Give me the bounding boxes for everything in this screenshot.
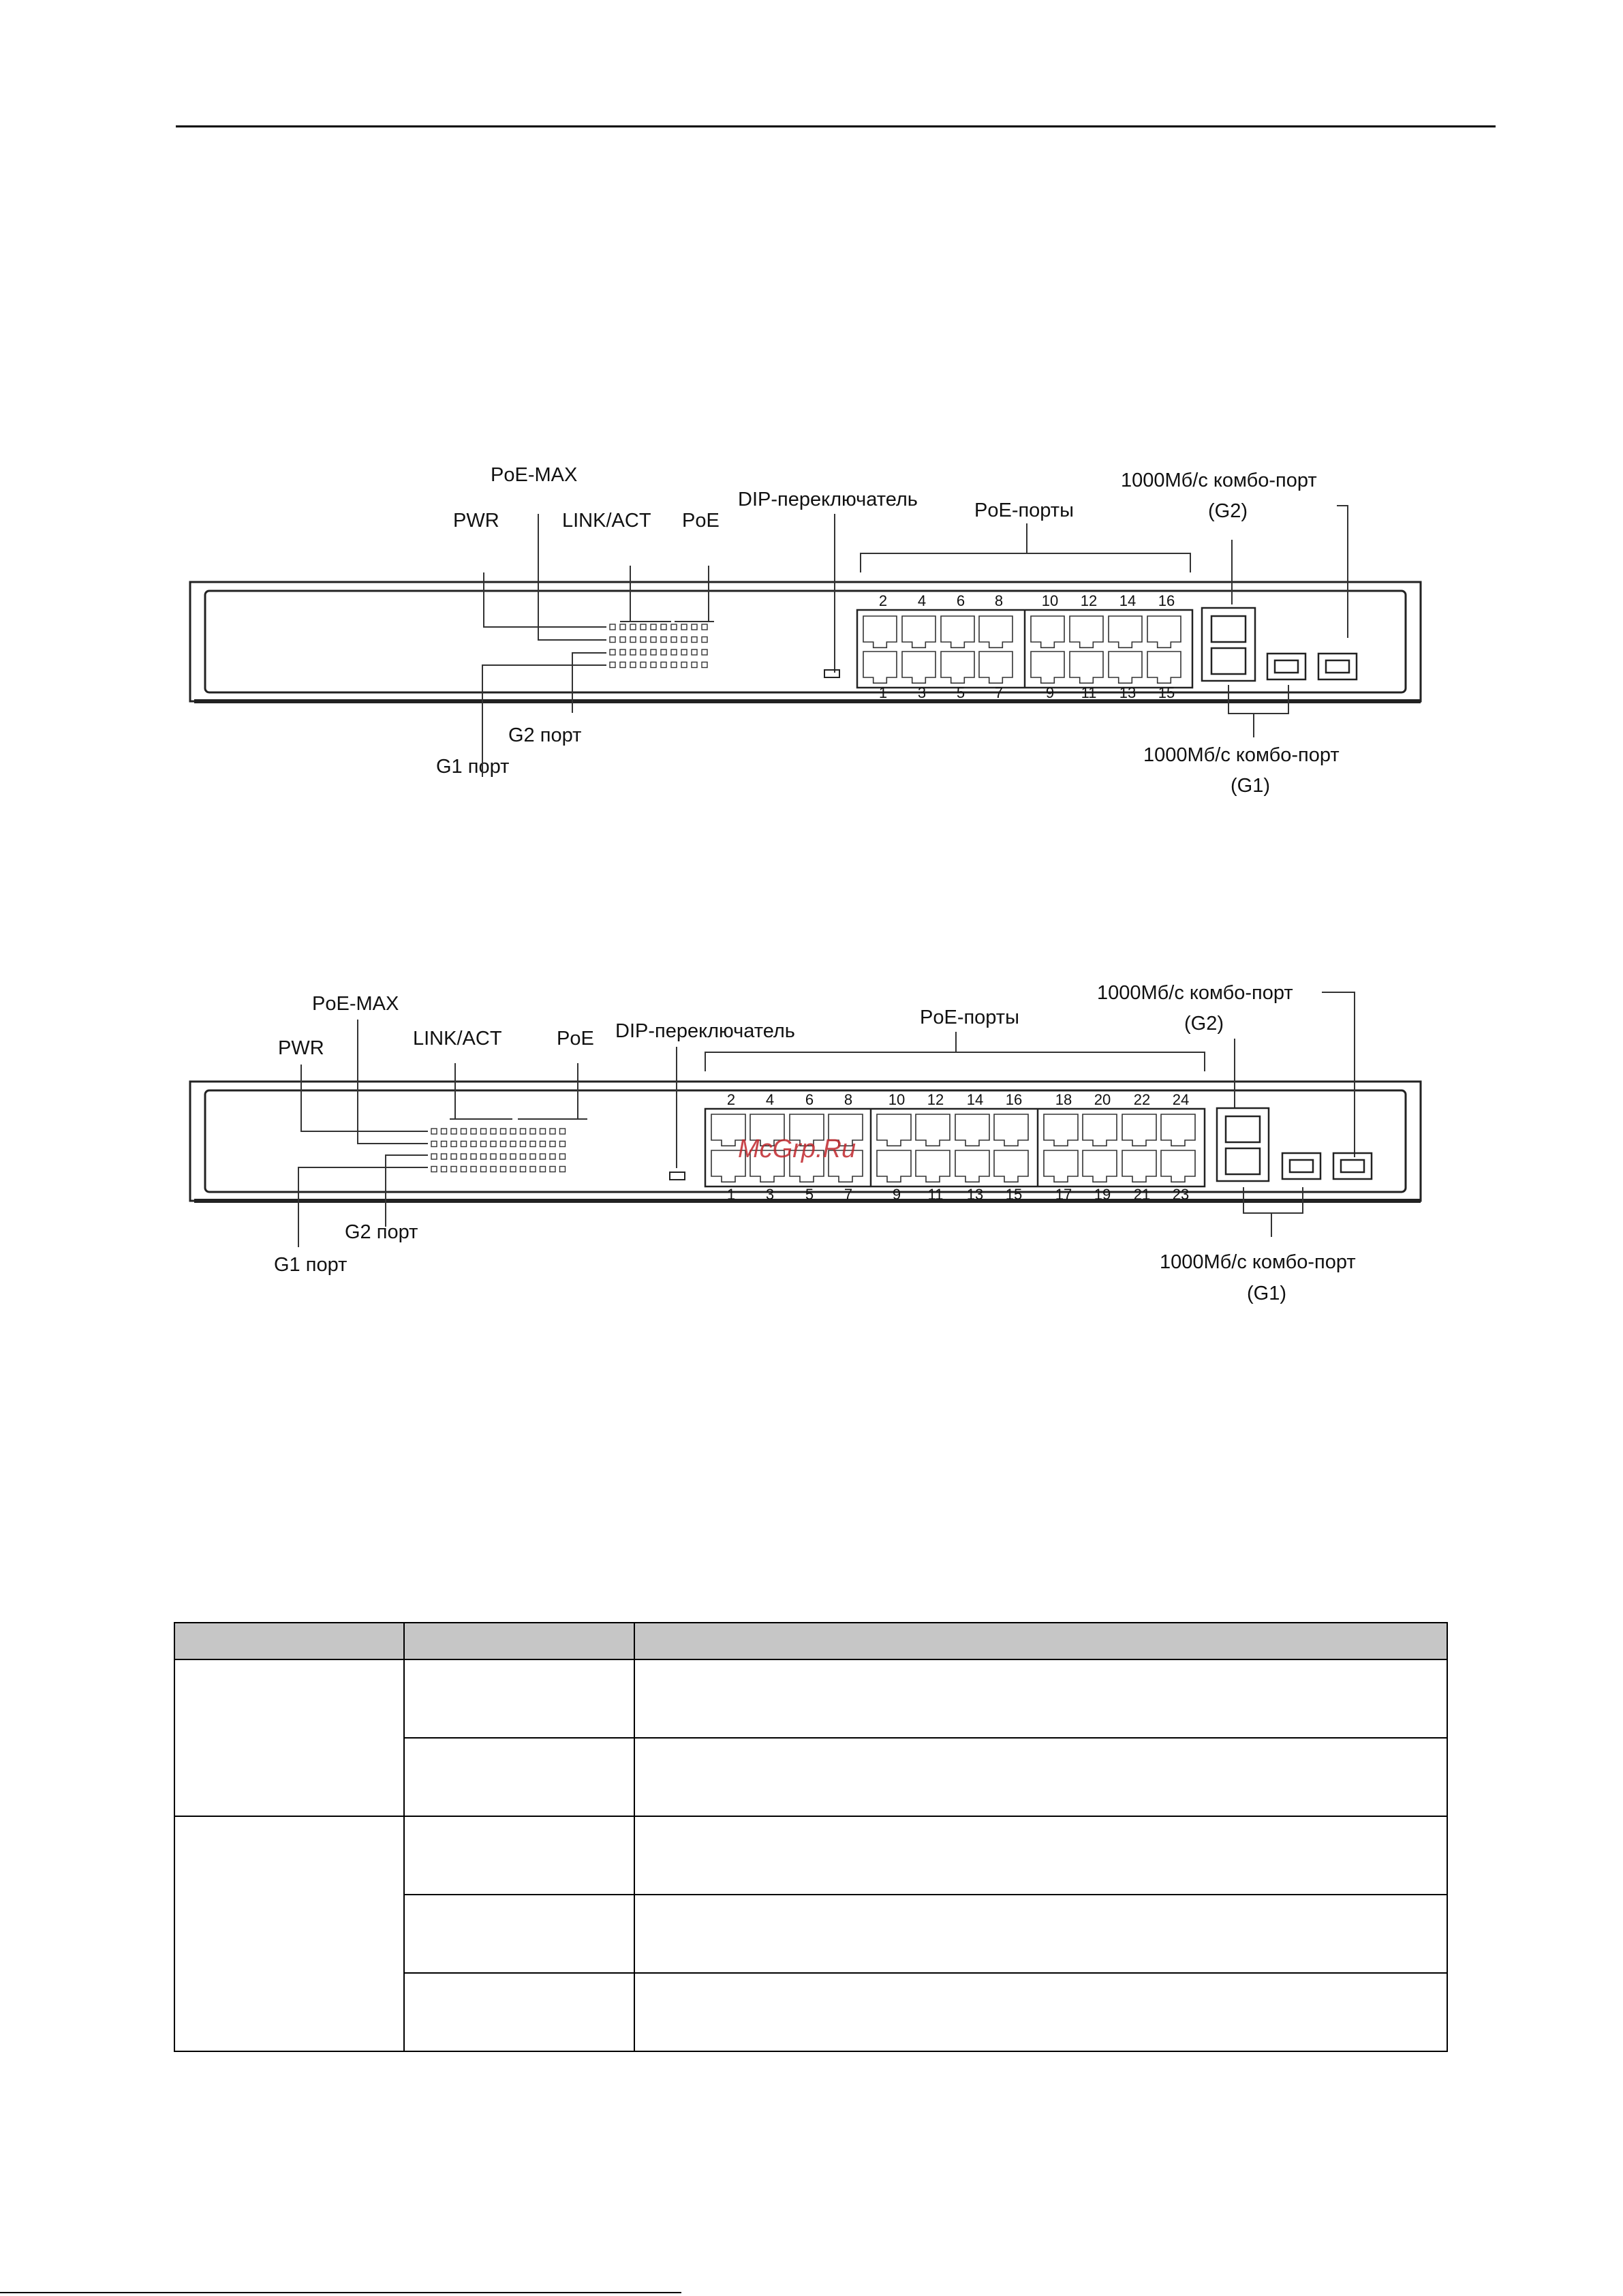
- led-indicator: [481, 1154, 486, 1159]
- led-indicator: [681, 662, 687, 668]
- led-indicator: [661, 637, 666, 643]
- port-number: 9: [1045, 684, 1055, 701]
- rj45-port: [1122, 1150, 1156, 1182]
- rj45-port: [941, 616, 974, 647]
- led-indicator: [540, 1129, 546, 1134]
- led-indicator: [640, 637, 646, 643]
- label-combo-g2-id: (G2): [1184, 1013, 1224, 1035]
- led-indicator: [540, 1167, 546, 1172]
- port-number: 2: [878, 592, 888, 609]
- led-indicator: [431, 1154, 437, 1159]
- led-panel: [431, 1129, 566, 1172]
- rj45-port: [955, 1114, 989, 1146]
- label-combo-g2: 1000Мб/с комбо-порт: [1121, 470, 1317, 491]
- table-row: [174, 1816, 1447, 1895]
- led-indicator: [702, 649, 707, 655]
- label-combo-g1-id: (G1): [1231, 775, 1270, 797]
- table-row: [174, 1659, 1447, 1738]
- table-cell: [404, 1659, 634, 1738]
- rj45-port: [979, 616, 1013, 647]
- port-number: 5: [956, 684, 965, 701]
- led-indicator: [510, 1129, 516, 1134]
- header-rule: [176, 125, 1496, 127]
- port-number: 10: [1041, 592, 1059, 609]
- label-g2-port: G2 порт: [508, 724, 582, 746]
- led-indicator: [560, 1142, 566, 1147]
- table-header-cell: [174, 1623, 404, 1659]
- led-indicator: [540, 1154, 546, 1159]
- rj45-port: [994, 1114, 1028, 1146]
- led-indicator: [702, 637, 707, 643]
- label-g1-port: G1 порт: [436, 756, 510, 778]
- table-cell: [634, 1895, 1447, 1973]
- led-indicator: [510, 1154, 516, 1159]
- led-indicator: [651, 662, 656, 668]
- led-indicator: [481, 1142, 486, 1147]
- combo-ports: [1217, 1108, 1372, 1181]
- led-indicator: [442, 1142, 447, 1147]
- port-number: 13: [966, 1186, 984, 1203]
- led-indicator: [610, 662, 615, 668]
- led-indicator: [530, 1142, 536, 1147]
- led-indicator: [501, 1167, 506, 1172]
- rj45-port: [1161, 1150, 1195, 1182]
- port-number: 1: [878, 684, 888, 701]
- led-indicator: [550, 1167, 555, 1172]
- led-indicator: [560, 1154, 566, 1159]
- led-indicator: [501, 1129, 506, 1134]
- rj45-port: [1044, 1114, 1078, 1146]
- rj45-port: [1161, 1114, 1195, 1146]
- watermark: McGrp.Ru: [738, 1135, 856, 1163]
- led-indicator: [510, 1167, 516, 1172]
- label-link-act: LINK/ACT: [562, 510, 651, 532]
- combo-ports: [1202, 608, 1357, 681]
- table-cell: [404, 1738, 634, 1816]
- port-number: 6: [956, 592, 965, 609]
- label-combo-g1-id: (G1): [1247, 1283, 1286, 1304]
- rj45-port: [941, 652, 974, 683]
- led-indicator: [451, 1129, 457, 1134]
- led-indicator: [471, 1167, 476, 1172]
- label-pwr: PWR: [453, 510, 499, 532]
- led-indicator: [451, 1167, 457, 1172]
- rj45-port: [1031, 616, 1064, 647]
- led-indicator: [442, 1129, 447, 1134]
- led-indicator: [471, 1142, 476, 1147]
- led-indicator: [471, 1129, 476, 1134]
- rj45-port: [1083, 1114, 1117, 1146]
- led-indicator: [681, 637, 687, 643]
- led-indicator: [530, 1154, 536, 1159]
- led-indicator: [651, 637, 656, 643]
- port-number: 21: [1133, 1186, 1151, 1203]
- label-poe: PoE: [682, 510, 720, 532]
- led-indicator: [661, 662, 666, 668]
- label-poe-max: PoE-MAX: [491, 464, 578, 486]
- port-numbers-top: [727, 1091, 1189, 1108]
- port-number: 8: [844, 1091, 853, 1108]
- led-indicator: [461, 1142, 467, 1147]
- port-number: 15: [1158, 684, 1175, 701]
- port-number: 19: [1094, 1186, 1111, 1203]
- led-indicator: [630, 624, 636, 630]
- table-cell: [634, 1659, 1447, 1738]
- dip-switch: [670, 1172, 685, 1180]
- label-poe: PoE: [557, 1028, 594, 1050]
- port-number: 2: [726, 1091, 736, 1108]
- rj45-port: [863, 652, 897, 683]
- port-number: 16: [1005, 1091, 1023, 1108]
- rj45-port: [1109, 652, 1142, 683]
- port-number: 12: [927, 1091, 944, 1108]
- port-number: 5: [805, 1186, 814, 1203]
- led-indicator: [610, 637, 615, 643]
- led-indicator: [540, 1142, 546, 1147]
- port-number: 20: [1094, 1091, 1111, 1108]
- table-cell: [404, 1973, 634, 2051]
- port-number: 8: [994, 592, 1004, 609]
- label-pwr: PWR: [278, 1037, 324, 1059]
- led-indicator: [620, 662, 625, 668]
- table-header-cell: [404, 1623, 634, 1659]
- rj45-port: [863, 616, 897, 647]
- port-number: 3: [765, 1186, 775, 1203]
- led-indicator: [671, 649, 677, 655]
- led-indicator: [610, 624, 615, 630]
- label-combo-g2: 1000Мб/с комбо-порт: [1097, 982, 1293, 1004]
- port-number: 1: [726, 1186, 736, 1203]
- led-indicator: [702, 624, 707, 630]
- switch-16-port-diagram: [0, 450, 1623, 804]
- port-number: 18: [1055, 1091, 1072, 1108]
- rj45-port: [979, 652, 1013, 683]
- label-dip-switch: DIP-переключатель: [615, 1020, 795, 1042]
- led-indicator: [630, 637, 636, 643]
- led-indicator: [461, 1154, 467, 1159]
- label-combo-g1: 1000Мб/с комбо-порт: [1143, 744, 1340, 766]
- led-indicator: [671, 637, 677, 643]
- port-number: 7: [844, 1186, 853, 1203]
- table-cell: [634, 1816, 1447, 1895]
- led-indicator: [550, 1142, 555, 1147]
- port-number: 6: [805, 1091, 814, 1108]
- led-indicator: [560, 1167, 566, 1172]
- led-indicator: [431, 1167, 437, 1172]
- label-link-act: LINK/ACT: [413, 1028, 502, 1050]
- led-indicator: [550, 1129, 555, 1134]
- led-indicator: [471, 1154, 476, 1159]
- rj45-port: [877, 1114, 911, 1146]
- led-indicator: [442, 1167, 447, 1172]
- led-indicator: [681, 649, 687, 655]
- rj45-port: [916, 1114, 950, 1146]
- table-header-row: [174, 1623, 1447, 1659]
- label-dip-switch: DIP-переключатель: [738, 489, 918, 510]
- led-indicator: [461, 1167, 467, 1172]
- led-indicator: [560, 1129, 566, 1134]
- table-cell: [174, 1816, 404, 2051]
- rj45-port: [1031, 652, 1064, 683]
- led-indicator: [651, 649, 656, 655]
- led-indicator: [491, 1142, 496, 1147]
- led-indicator: [451, 1142, 457, 1147]
- led-indicator: [431, 1142, 437, 1147]
- led-indicator: [692, 649, 697, 655]
- port-number: 22: [1133, 1091, 1151, 1108]
- table-cell: [404, 1816, 634, 1895]
- led-indicator: [692, 662, 697, 668]
- dip-switch: [824, 670, 839, 677]
- rj45-port: [902, 652, 936, 683]
- led-indicator: [630, 649, 636, 655]
- led-indicator: [481, 1129, 486, 1134]
- led-indicator: [521, 1167, 526, 1172]
- port-number: 7: [994, 684, 1004, 701]
- led-indicator: [630, 662, 636, 668]
- port-number: 11: [1081, 684, 1097, 701]
- led-indicator: [671, 662, 677, 668]
- led-indicator: [530, 1167, 536, 1172]
- table-cell: [174, 1659, 404, 1816]
- port-number: 17: [1055, 1186, 1072, 1203]
- led-indicator: [620, 649, 625, 655]
- led-indicator: [610, 649, 615, 655]
- rj45-port: [1147, 652, 1181, 683]
- port-number: 12: [1080, 592, 1098, 609]
- led-indicator: [661, 624, 666, 630]
- rj45-port: [1109, 616, 1142, 647]
- led-indicator: [521, 1142, 526, 1147]
- port-number: 11: [927, 1186, 944, 1203]
- led-indicator: [692, 624, 697, 630]
- rj45-port: [1147, 616, 1181, 647]
- led-indicator: [640, 662, 646, 668]
- rj45-port: [1070, 616, 1103, 647]
- label-poe-ports: PoE-порты: [974, 500, 1074, 521]
- label-g2-port: G2 порт: [345, 1221, 418, 1243]
- port-number: 23: [1172, 1186, 1190, 1203]
- led-indicator: [481, 1167, 486, 1172]
- led-indicator: [530, 1129, 536, 1134]
- led-panel: [610, 624, 707, 668]
- led-indicator: [491, 1154, 496, 1159]
- led-indicator: [681, 624, 687, 630]
- port-numbers-top: [879, 592, 1175, 609]
- poe-ports: [863, 616, 1181, 683]
- led-indicator: [501, 1154, 506, 1159]
- rj45-port: [994, 1150, 1028, 1182]
- led-indicator: [702, 662, 707, 668]
- rj45-port: [1083, 1150, 1117, 1182]
- port-number: 3: [917, 684, 927, 701]
- led-indicator: [640, 624, 646, 630]
- footer-rule: [0, 2292, 681, 2293]
- port-number: 24: [1172, 1091, 1190, 1108]
- port-number: 4: [917, 592, 927, 609]
- led-indicator: [692, 637, 697, 643]
- table-cell: [634, 1738, 1447, 1816]
- port-number: 14: [1119, 592, 1137, 609]
- port-number: 10: [888, 1091, 906, 1108]
- led-indicator: [640, 649, 646, 655]
- led-indicator: [442, 1154, 447, 1159]
- label-poe-ports: PoE-порты: [920, 1007, 1019, 1028]
- label-poe-max: PoE-MAX: [312, 993, 399, 1015]
- led-indicator: [501, 1142, 506, 1147]
- rj45-port: [877, 1150, 911, 1182]
- led-indicator: [491, 1129, 496, 1134]
- table-cell: [634, 1973, 1447, 2051]
- led-indicator: [521, 1129, 526, 1134]
- table-cell: [404, 1895, 634, 1973]
- led-indicator: [671, 624, 677, 630]
- led-indicator: [451, 1154, 457, 1159]
- table-header-cell: [634, 1623, 1447, 1659]
- led-spec-table: [174, 1622, 1448, 2052]
- rj45-port: [955, 1150, 989, 1182]
- rj45-port: [1044, 1150, 1078, 1182]
- port-number: 15: [1005, 1186, 1023, 1203]
- port-number: 14: [966, 1091, 984, 1108]
- switch-24-port-diagram: [0, 968, 1623, 1322]
- led-indicator: [651, 624, 656, 630]
- port-number: 9: [892, 1186, 901, 1203]
- rj45-port: [1070, 652, 1103, 683]
- rj45-port: [902, 616, 936, 647]
- led-indicator: [661, 649, 666, 655]
- led-indicator: [461, 1129, 467, 1134]
- label-combo-g2-id: (G2): [1208, 500, 1248, 522]
- rj45-port: [1122, 1114, 1156, 1146]
- rj45-port: [916, 1150, 950, 1182]
- led-indicator: [491, 1167, 496, 1172]
- led-indicator: [550, 1154, 555, 1159]
- port-number: 4: [765, 1091, 775, 1108]
- label-g1-port: G1 порт: [274, 1254, 347, 1276]
- led-indicator: [431, 1129, 437, 1134]
- led-indicator: [620, 624, 625, 630]
- led-indicator: [521, 1154, 526, 1159]
- label-combo-g1: 1000Мб/с комбо-порт: [1160, 1251, 1356, 1273]
- led-indicator: [510, 1142, 516, 1147]
- port-number: 13: [1119, 684, 1137, 701]
- port-number: 16: [1158, 592, 1175, 609]
- led-indicator: [620, 637, 625, 643]
